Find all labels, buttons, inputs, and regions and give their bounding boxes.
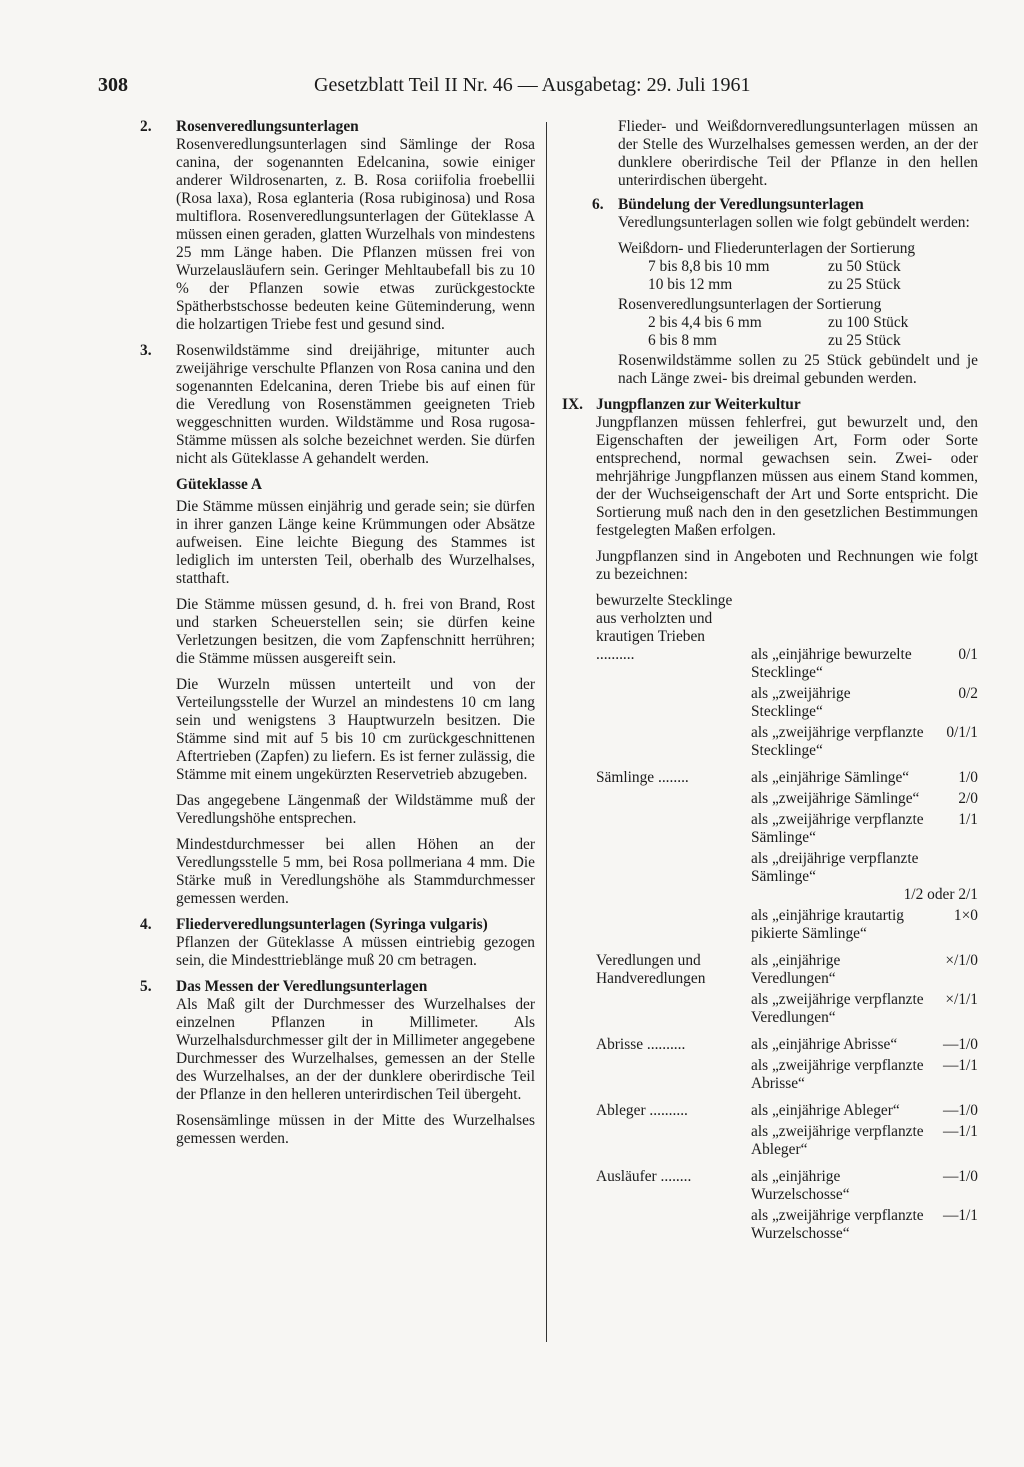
designation-row	[751, 907, 978, 943]
designation-text: als „einjährige Veredlungen“	[751, 952, 841, 987]
designation-row	[751, 1207, 978, 1243]
page-header	[98, 74, 978, 106]
designation-text: als „zweijährige verpflanzte Sämlinge“	[751, 811, 924, 846]
section-number: 3.	[140, 342, 152, 359]
section-number: 5.	[140, 978, 152, 995]
paragraph: Die Stämme müssen gesund, d. h. frei von Brand, Rost und starken Scheuerstellen sein; sie dürfen keine Verletzungen besitzen, die vom Zapfenschnitt herrühren; die Stämme müssen ausgereift sein.	[176, 596, 535, 667]
bundle-size: 7 bis 8,8 bis 10 mm	[648, 258, 770, 275]
bundle-size: 10 bis 12 mm	[648, 276, 733, 293]
designation-row	[751, 1102, 978, 1120]
designation-code: 0/2	[958, 685, 978, 702]
designation-code: —1/1	[942, 1123, 978, 1140]
designation-text: als „zweijährige verpflanzte Wurzelschosse“	[751, 1207, 924, 1242]
designation-code: 1/2 oder 2/1	[903, 886, 978, 903]
paragraph: Rosenveredlungsunterlagen sind Sämlinge der Rosa canina, der sogenannten Edelcanina, sowie einiger anderer Wildrosenarten, z. B. Rosa coriifolia froebellii (Rosa laxa), Rosa eglanteria (Rosa rubiginosa) und Rosa multiflora. Rosenveredlungsunterlagen der Güteklasse A müssen einen geraden, glatten Wurzelhals von mindestens 25 mm Länge haben. Die Pflanzen müssen frei von Wurzelausläufern sein. Geringer Mehltaubefall bis zu 10 % der Pflanzen sowie etwas zurückgestockte Spätherbstschosse bedeuten keine Güteminderung, wenn die holzartigen Triebe fest und gesund sind.	[176, 136, 535, 333]
paragraph: Die Wurzeln müssen unterteilt und von der Verteilungsstelle der Wurzel an mindestens 10 cm lang sein und wenigstens 3 Hauptwurzeln besitzen. Die Stämme sind mit auf 5 bis 10 cm zurückgeschnittenen Aftertrieben (Zapfen) zu liefern. Es ist ferner zulässig, die Stämme mit einem ungekürzten Reservetrieb abzugeben.	[176, 676, 535, 783]
designation-text: als „einjährige Ableger“	[751, 1102, 900, 1119]
bundle-qty: zu 25 Stück	[828, 276, 901, 293]
left-column	[140, 118, 535, 1156]
paragraph: Als Maß gilt der Durchmesser des Wurzelhalses der einzelnen Pflanzen in Millimeter. Als Wurzelhalsdurchmesser gilt der in Millimeter angegebene Durchmesser des Wurzelhalses, gemessen an der Stelle des Wurzelhalses, an der der dunklere oberirdische Teil der Pflanze in den helleren unterirdischen Teil übergeht.	[176, 996, 535, 1103]
designation-row	[751, 769, 978, 787]
designation-code: —1/1	[942, 1207, 978, 1224]
designation-text: als „zweijährige verpflanzte Stecklinge“	[751, 724, 924, 759]
designation-text: als „dreijährige verpflanzte Sämlinge“	[751, 850, 919, 885]
designation-code: —1/1	[942, 1057, 978, 1074]
bundle-qty: zu 50 Stück	[828, 258, 901, 275]
category-label: Veredlungen und Handveredlungen	[596, 952, 706, 987]
designation-row	[751, 850, 978, 904]
designation-row	[751, 991, 978, 1027]
category-saemlinge	[596, 769, 978, 946]
designation-code: 2/0	[958, 790, 978, 807]
section-ix	[562, 396, 978, 1246]
paragraph: Rosenwildstämme sind dreijährige, mitunter auch zweijährige verschulte Pflanzen von Rosa canina und den sogenannten Edelcanina, deren Triebe bis auf einen für die Veredlung von Rosenstämmen geeigneten Trieb weggeschnitten wurden. Wildstämme und Rosa rugosa-Stämme müssen als solche bezeichnet werden. Sie dürfen nicht als Güteklasse A gehandelt werden.	[176, 342, 535, 467]
section-number: IX.	[562, 396, 583, 413]
category-label: Ableger ..........	[596, 1102, 688, 1119]
designation-text: als „zweijährige Sämlinge“	[751, 790, 920, 807]
designation-row	[751, 1168, 978, 1204]
paragraph: Jungpflanzen sind in Angeboten und Rechnungen wie folgt zu bezeichnen:	[596, 548, 978, 583]
designation-code: 0/1	[958, 646, 978, 663]
bundle-size: 6 bis 8 mm	[648, 332, 717, 349]
section-title: Rosenveredlungsunterlagen	[176, 118, 359, 135]
paragraph: Pflanzen der Güteklasse A müssen eintriebig gezogen sein, die Mindesttrieblänge muß 20 cm betragen.	[176, 934, 535, 969]
designation-code: ×/1/0	[945, 952, 978, 969]
category-entries	[751, 769, 978, 946]
designation-code: —1/0	[942, 1036, 978, 1053]
designation-code: 0/1/1	[946, 724, 978, 741]
section-number: 4.	[140, 916, 152, 933]
designation-row	[751, 724, 978, 760]
paragraph: Die Stämme müssen einjährig und gerade sein; sie dürfen in ihrer ganzen Länge keine Krümmungen oder Absätze aufweisen. Eine leichte Biegung des Stammes ist lediglich im untersten Teil, oberhalb des Wurzelhalses, statthaft.	[176, 498, 535, 587]
category-label: Sämlinge ........	[596, 769, 689, 786]
section-title: Fliederveredlungsunterlagen (Syringa vulgaris)	[176, 916, 488, 933]
designation-row	[751, 685, 978, 721]
paragraph: Das angegebene Längenmaß der Wildstämme muß der Veredlungshöhe entsprechen.	[176, 792, 535, 827]
category-entries	[751, 1036, 978, 1096]
paragraph: Veredlungsunterlagen sollen wie folgt gebündelt werden:	[618, 214, 970, 231]
designation-text: als „zweijährige verpflanzte Ableger“	[751, 1123, 924, 1158]
section-number: 2.	[140, 118, 152, 135]
category-abrisse	[596, 1036, 978, 1096]
category-veredlungen	[596, 952, 978, 1030]
section-title: Jungpflanzen zur Weiterkultur	[596, 396, 801, 413]
category-label: bewurzelte Stecklinge aus verholzten und krautigen Trieben ..........	[596, 592, 733, 663]
designation-row	[751, 1036, 978, 1054]
section-4	[140, 916, 535, 970]
running-title: Gesetzblatt Teil II Nr. 46 — Ausgabetag: 29. Juli 1961	[314, 74, 751, 96]
category-entries	[751, 952, 978, 1030]
designation-code: 1/0	[958, 769, 978, 786]
category-entries	[751, 1102, 978, 1162]
section-title: Das Messen der Veredlungsunterlagen	[176, 978, 428, 995]
designation-row	[751, 952, 978, 988]
designation-row	[751, 646, 978, 682]
category-label: Abrisse ..........	[596, 1036, 686, 1053]
paragraph: Jungpflanzen müssen fehlerfrei, gut bewurzelt und, den Eigenschaften der jeweiligen Art, Form oder Sorte entsprechend, normal gewachsen sein. Zwei- oder mehrjährige Jungpflanzen müssen aus einem Stand kommen, der der Wuchseigenschaft der Art und Sorte entspricht. Die Sortierung muß nach den in den gesetzlichen Bestimmungen festgelegten Maßen erfolgen.	[596, 414, 978, 539]
designation-text: als „einjährige Abrisse“	[751, 1036, 898, 1053]
section-3	[140, 342, 535, 908]
designation-text: als „zweijährige Stecklinge“	[751, 685, 851, 720]
category-label: Ausläufer ........	[596, 1168, 692, 1185]
column-divider	[546, 122, 547, 1342]
section-2	[140, 118, 535, 334]
category-auslaeufer	[596, 1168, 978, 1246]
section-6	[570, 196, 978, 388]
designation-text: als „einjährige Wurzelschosse“	[751, 1168, 850, 1203]
bundle-table-rosen	[648, 314, 978, 350]
category-entries	[751, 1168, 978, 1246]
category-ableger	[596, 1102, 978, 1162]
page-number: 308	[98, 74, 128, 96]
section-title: Bündelung der Veredlungsunterlagen	[618, 196, 864, 213]
designation-code: —1/0	[942, 1168, 978, 1185]
section-number: 6.	[592, 196, 604, 213]
bundle-qty: zu 100 Stück	[828, 314, 909, 331]
category-entries	[751, 592, 978, 763]
designation-row	[751, 1057, 978, 1093]
paragraph: Rosenveredlungsunterlagen der Sortierung	[618, 296, 882, 313]
paragraph: Rosensämlinge müssen in der Mitte des Wurzelhalses gemessen werden.	[176, 1112, 535, 1147]
right-column	[562, 118, 978, 1252]
designation-text: als „einjährige krautartig pikierte Sämlinge“	[751, 907, 904, 942]
designation-code: —1/0	[942, 1102, 978, 1119]
designation-code: 1×0	[953, 907, 978, 924]
designation-text: als „zweijährige verpflanzte Abrisse“	[751, 1057, 924, 1092]
paragraph: Mindestdurchmesser bei allen Höhen an der Veredlungsstelle 5 mm, bei Rosa pollmeriana 4 mm. Die Stärke muß in Veredlungshöhe als Stammdurchmesser gemessen werden.	[176, 836, 535, 907]
designation-code: ×/1/1	[945, 991, 978, 1008]
bundle-table-weissdorn	[648, 258, 978, 294]
category-stecklinge	[596, 592, 978, 763]
designation-text: als „einjährige bewurzelte Stecklinge“	[751, 646, 912, 681]
designation-text: als „zweijährige verpflanzte Veredlungen“	[751, 991, 924, 1026]
paragraph: Rosenwildstämme sollen zu 25 Stück gebündelt und je nach Länge zwei- bis dreimal gebunden werden.	[618, 352, 978, 387]
paragraph: Weißdorn- und Fliederunterlagen der Sortierung	[618, 240, 916, 257]
bundle-size: 2 bis 4,4 bis 6 mm	[648, 314, 762, 331]
designation-row	[751, 811, 978, 847]
bundle-qty: zu 25 Stück	[828, 332, 901, 349]
section-5	[140, 978, 535, 1148]
designation-text: als „einjährige Sämlinge“	[751, 769, 910, 786]
designation-row	[751, 790, 978, 808]
subheading: Güteklasse A	[176, 476, 262, 493]
paragraph: Flieder- und Weißdornveredlungsunterlagen müssen an der Stelle des Wurzelhalses gemessen werden, an der der dunklere oberirdische Teil der Pflanze in den hellen unterirdischen übergeht.	[618, 118, 978, 189]
designation-code: 1/1	[958, 811, 978, 828]
designation-row	[751, 1123, 978, 1159]
